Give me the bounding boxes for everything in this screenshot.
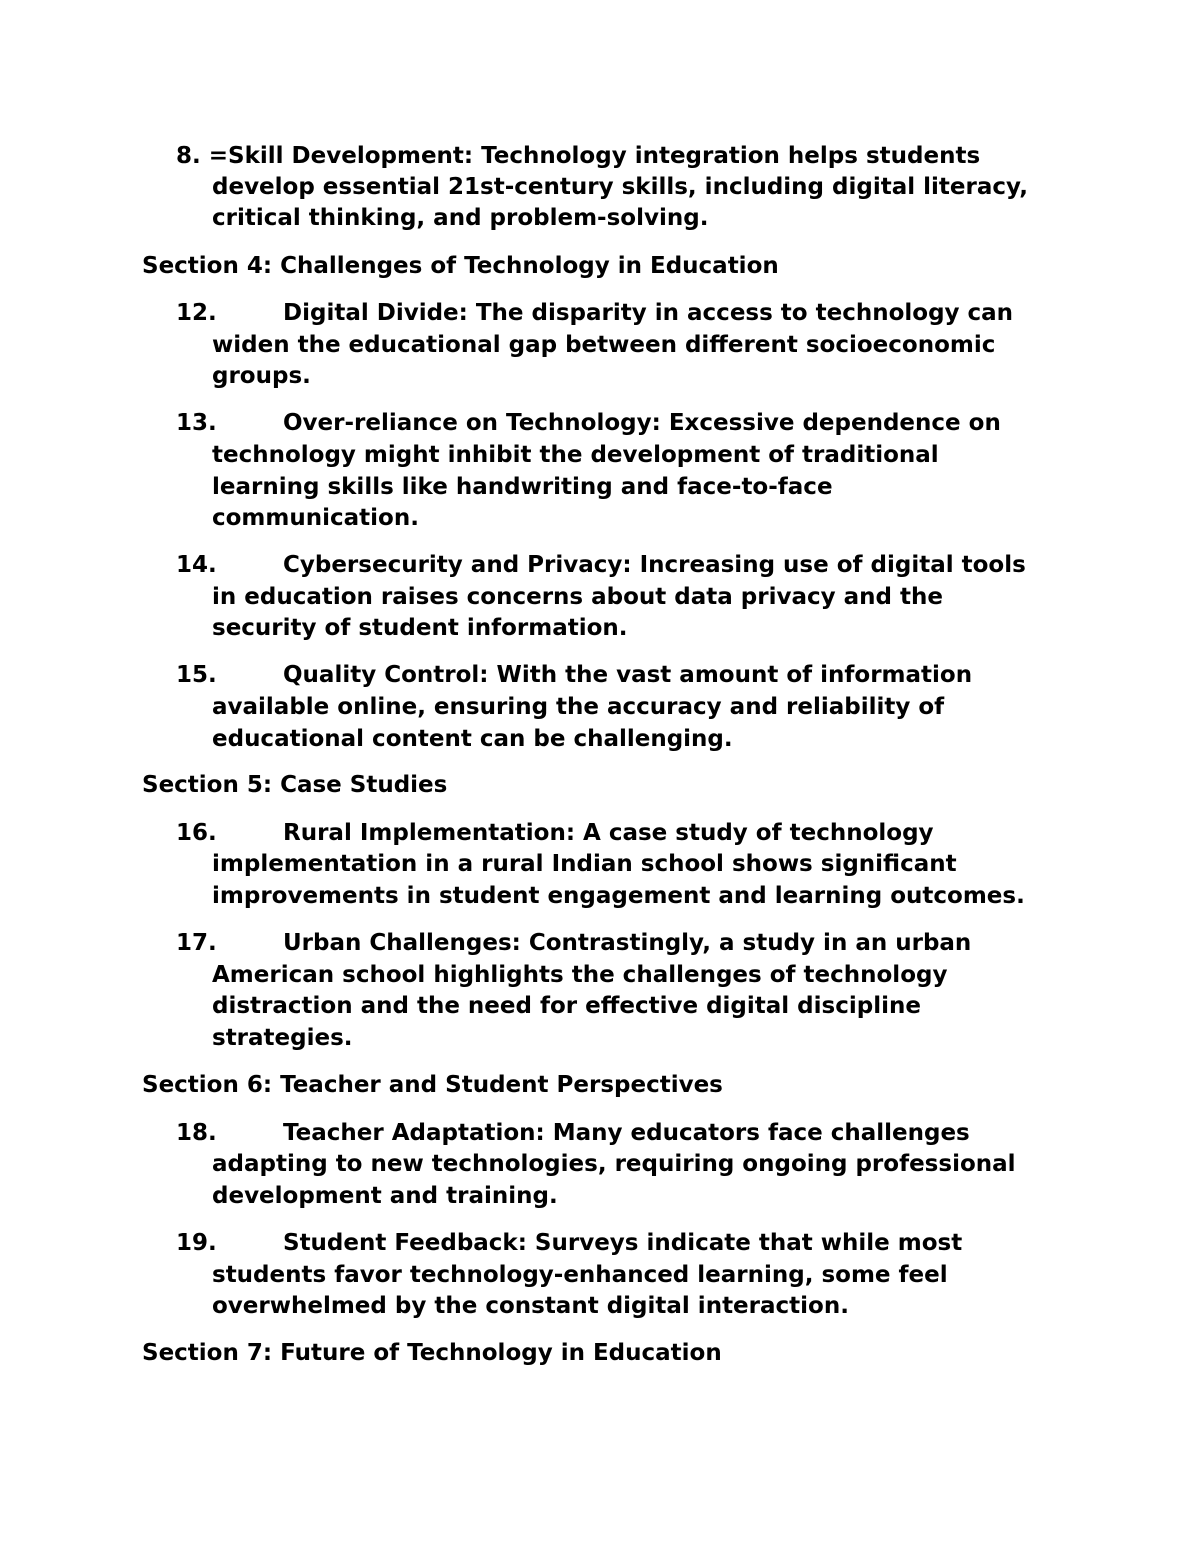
list-item-line: widen the educational gap between different socioeconomic bbox=[212, 332, 996, 358]
list-item-number: 18. bbox=[176, 1120, 217, 1146]
list-item-line: security of student information. bbox=[212, 615, 628, 641]
list-item-number: 17. bbox=[176, 930, 217, 956]
list-item-line: in education raises concerns about data privacy and the bbox=[212, 584, 943, 610]
section-heading: Section 7: Future of Technology in Education bbox=[142, 1340, 722, 1366]
list-item-line: students favor technology-enhanced learning, some feel bbox=[212, 1262, 948, 1288]
list-item-number: 16. bbox=[176, 820, 217, 846]
list-item-line: strategies. bbox=[212, 1025, 353, 1051]
list-item-line: overwhelmed by the constant digital interaction. bbox=[212, 1293, 849, 1319]
list-item-number: 14. bbox=[176, 552, 217, 578]
list-item-text: Over-reliance on Technology: Excessive dependence on bbox=[283, 410, 1001, 436]
list-item-line: available online, ensuring the accuracy and reliability of bbox=[212, 694, 945, 720]
list-item-text: Student Feedback: Surveys indicate that while most bbox=[283, 1230, 963, 1256]
list-item-line: learning skills like handwriting and face-to-face bbox=[212, 474, 833, 500]
list-item-line: develop essential 21st-century skills, including digital literacy, bbox=[212, 174, 1028, 200]
list-item-number: 13. bbox=[176, 410, 217, 436]
list-item-text: Teacher Adaptation: Many educators face challenges bbox=[283, 1120, 970, 1146]
list-item-text: Cybersecurity and Privacy: Increasing use of digital tools bbox=[283, 552, 1026, 578]
list-item-text: Quality Control: With the vast amount of information bbox=[283, 662, 973, 688]
list-item-line: critical thinking, and problem-solving. bbox=[212, 205, 709, 231]
list-item-line: improvements in student engagement and learning outcomes. bbox=[212, 883, 1025, 909]
list-item-text: Urban Challenges: Contrastingly, a study in an urban bbox=[283, 930, 972, 956]
list-item-text: Rural Implementation: A case study of technology bbox=[283, 820, 934, 846]
list-item-line: implementation in a rural Indian school shows significant bbox=[212, 851, 957, 877]
list-item-line: development and training. bbox=[212, 1183, 558, 1209]
list-item-line: groups. bbox=[212, 363, 311, 389]
list-item-number: 8. bbox=[176, 143, 201, 169]
list-item-number: 19. bbox=[176, 1230, 217, 1256]
list-item-line: distraction and the need for effective digital discipline bbox=[212, 993, 921, 1019]
list-item-text: =Skill Development: Technology integration helps students bbox=[208, 143, 981, 169]
list-item-line: American school highlights the challenges of technology bbox=[212, 962, 948, 988]
list-item-number: 15. bbox=[176, 662, 217, 688]
section-heading: Section 5: Case Studies bbox=[142, 772, 448, 798]
list-item-line: communication. bbox=[212, 505, 419, 531]
list-item-line: educational content can be challenging. bbox=[212, 726, 733, 752]
list-item-line bbox=[176, 140, 980, 172]
list-item-number: 12. bbox=[176, 300, 217, 326]
list-item-line: technology might inhibit the development of traditional bbox=[212, 442, 939, 468]
section-heading: Section 4: Challenges of Technology in Education bbox=[142, 253, 779, 279]
section-heading: Section 6: Teacher and Student Perspectives bbox=[142, 1072, 723, 1098]
list-item-line: adapting to new technologies, requiring ongoing professional bbox=[212, 1151, 1016, 1177]
list-item-text: Digital Divide: The disparity in access to technology can bbox=[283, 300, 1014, 326]
